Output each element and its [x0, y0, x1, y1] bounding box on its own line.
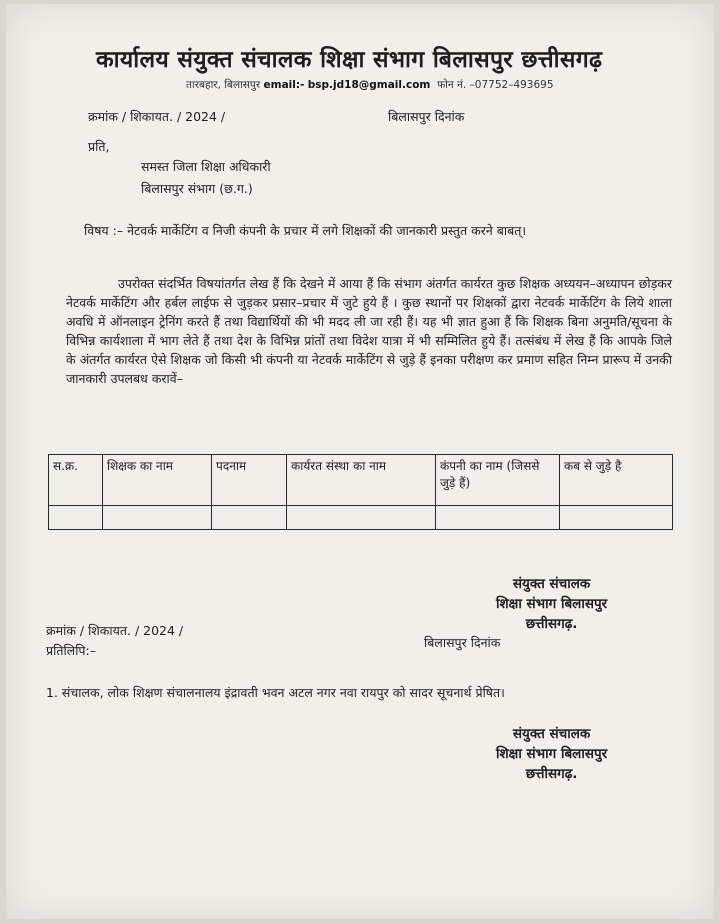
- office-address: तारबहार, बिलासपुर: [186, 79, 261, 91]
- col-teacher-name: शिक्षक का नाम: [103, 455, 212, 506]
- col-company: कंपनी का नाम (जिससे जुड़े हैं): [436, 455, 560, 506]
- phone-number: फोन नं. –07752–493695: [437, 79, 554, 91]
- table-cell: [287, 506, 436, 530]
- table-header-row: [49, 455, 673, 506]
- col-institution: कार्यरत संस्था का नाम: [287, 455, 436, 506]
- prati-label: प्रति,: [88, 139, 110, 154]
- signature-block-2: [496, 724, 607, 784]
- table-cell: [212, 506, 287, 530]
- signature-office: शिक्षा संभाग बिलासपुर: [496, 596, 608, 612]
- signature-state: छत्तीसगढ़.: [525, 766, 578, 782]
- signature-title: संयुक्त संचालक: [512, 576, 591, 592]
- col-designation: पदनाम: [212, 455, 287, 506]
- signature-office: शिक्षा संभाग बिलासपुर: [496, 746, 608, 762]
- copy-item-1: 1. संचालक, लोक शिक्षण संचालनालय इंद्रावती भवन अटल नगर नवा रायपुर को सादर सूचनार्थ प्रेषित।: [46, 685, 505, 700]
- table-cell: [49, 506, 103, 530]
- table-cell: [560, 506, 673, 530]
- table-row: [49, 506, 673, 530]
- letter-page: [6, 4, 714, 919]
- copy-label: प्रतिलिपि:–: [46, 643, 96, 658]
- subject-line: विषय :– नेटवर्क मार्केटिंग व निजी कंपनी के प्रचार में लगे शिक्षकों की जानकारी प्रस्तुत करने बाबत्।: [84, 223, 527, 238]
- contact-line: [186, 78, 554, 92]
- office-title: कार्यालय संयुक्त संचालक शिक्षा संभाग बिलासपुर छत्तीसगढ़: [96, 47, 603, 73]
- signature-title: संयुक्त संचालक: [512, 726, 591, 742]
- table-cell: [436, 506, 560, 530]
- info-format-table: [48, 454, 673, 530]
- email-address: bsp.jd18@gmail.com: [307, 79, 431, 91]
- col-serial: स.क्र.: [49, 455, 103, 506]
- email-label: email:-: [263, 79, 305, 91]
- signature-block-1: [496, 574, 607, 634]
- reference-number: क्रमांक / शिकायत. / 2024 /: [88, 109, 226, 124]
- signature-state: छत्तीसगढ़.: [525, 616, 578, 632]
- col-since: कब से जुड़े है: [560, 455, 673, 506]
- recipient-line-2: बिलासपुर संभाग (छ.ग.): [141, 181, 253, 196]
- copy-place-date: बिलासपुर दिनांक: [424, 635, 501, 650]
- table-cell: [103, 506, 212, 530]
- body-paragraph: [66, 274, 672, 388]
- recipient-line-1: समस्त जिला शिक्षा अधिकारी: [141, 159, 271, 174]
- copy-reference-number: क्रमांक / शिकायत. / 2024 /: [46, 623, 184, 638]
- place-date: बिलासपुर दिनांक: [388, 109, 465, 124]
- body-text: उपरोक्त संदर्भित विषयांतर्गत लेख हैं कि देखने में आया हैं कि संभाग अंतर्गत कार्यरत कुछ शिक्षक अध्ययन–अध्यापन छोड़कर नेटवर्क मार्केटिंग और हर्बल लाईफ से जुड़कर प्रसार–प्रचार में जुटे हुये हैं । कुछ स्थानों पर शिक्षकों द्वारा नेटवर्क मार्केटिंग के लिये शाला अवधि में ऑनलाइन ट्रेनिंग करते हैं तथा विद्यार्थियों की भी मदद ली जा रही हैं। यह भी ज्ञात हुआ हैं कि शिक्षक बिना अनुमति/सूचना के विभिन्न कार्यशाला में भाग लेते हैं तथा देश के विभिन्न प्रांतों तथा विदेश यात्रा में भी सम्मिलित हुये हैं। तत्संबंध में लेख हैं कि आपके जिले के अंतर्गत कार्यरत ऐसे शिक्षक जो किसी भी कंपनी या नेटवर्क मार्केटिंग से जुड़े हैं इनका परीक्षण कर प्रमाण सहित निम्न प्रारूप में उनकी जानकारी उपलबध करावें–: [66, 276, 672, 386]
